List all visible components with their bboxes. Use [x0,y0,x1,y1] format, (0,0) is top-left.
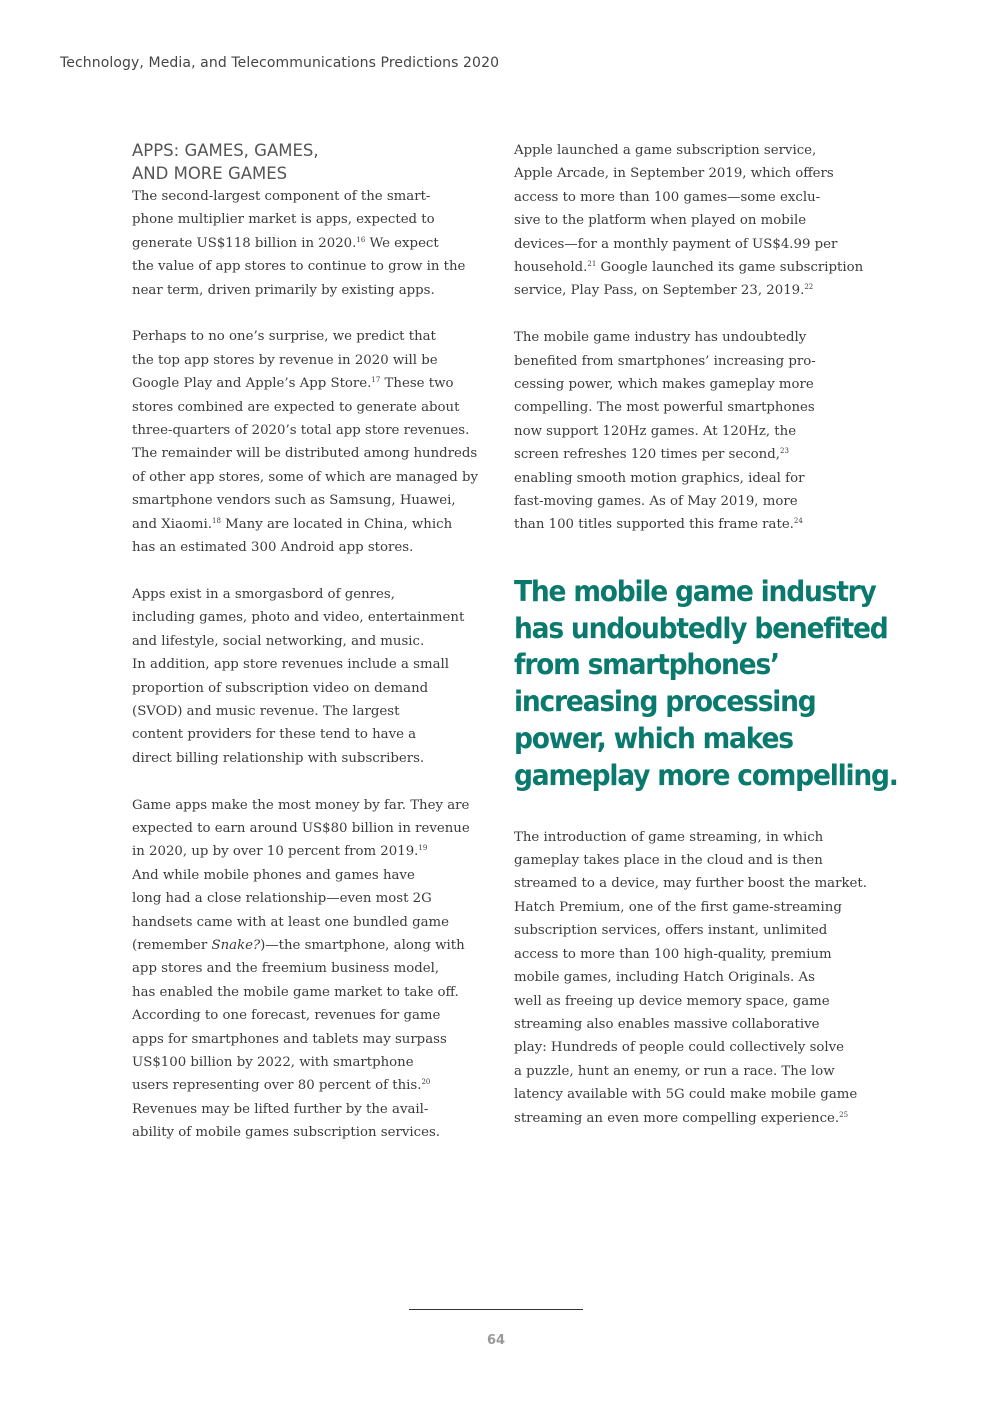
text-line [132,606,477,629]
text-line [132,489,477,512]
text-line [132,466,477,489]
text-line [132,419,477,442]
text-line [132,957,477,980]
text-line [132,442,477,465]
text-run: proportion of subscription video on demand [132,680,429,696]
text-line [514,186,859,209]
text-run: Google launched its game subscription [596,260,864,276]
text-run: We expect [365,235,439,251]
text-run: streaming an even more compelling experience. [514,1110,840,1126]
body-paragraph [514,139,864,303]
text-run: According to one forecast, revenues for game [132,1008,441,1024]
text-line [132,279,477,302]
footnote-ref: 24 [793,517,803,526]
section-heading-line: APPS: GAMES, GAMES, [132,141,319,160]
text-run: has enabled the mobile game market to take off. [132,984,459,1000]
footnote-ref: 16 [356,235,366,244]
text-line [132,325,477,348]
text-run: cessing power, which makes gameplay more [514,377,814,393]
text-run: The second-largest component of the smart- [132,189,431,204]
text-run: and Xiaomi. [132,516,212,532]
text-line [132,396,477,419]
text-run: the value of app stores to continue to grow in the [132,259,466,275]
text-run: benefited from smartphones’ increasing pro- [514,353,816,369]
footnote-ref: 19 [418,844,428,853]
text-run: Apple Arcade, in September 2019, which offers [514,166,834,182]
text-line [132,934,477,957]
text-line [514,1013,859,1036]
text-line [514,443,859,466]
text-line [514,990,859,1013]
text-run: users representing over 80 percent of this. [132,1078,422,1094]
text-run: expected to earn around US$80 billion in revenue [132,820,470,836]
text-line [132,372,477,395]
text-run: play: Hundreds of people could collectively solve [514,1040,845,1056]
text-line [514,350,859,373]
text-run: sive to the platform when played on mobile [514,213,807,229]
text-line [132,583,477,606]
text-run: long had a close relationship—even most 2G [132,891,432,907]
text-line [132,677,477,700]
text-line [132,185,477,208]
text-line [132,981,477,1004]
text-line [514,826,859,849]
text-line [132,630,477,653]
text-line [514,1107,859,1130]
text-run: screen refreshes 120 times per second, [514,447,780,463]
text-run: Game apps make the most money by far. They are [132,797,470,813]
text-run: latency available with 5G could make mobile game [514,1087,858,1103]
text-line [514,490,859,513]
footer-rule [409,1309,583,1310]
text-line [514,919,859,942]
text-line [514,849,859,872]
text-run: Apple launched a game subscription service, [514,143,817,158]
text-line [132,1074,477,1097]
text-run: of other app stores, some of which are managed by [132,469,479,485]
text-run: (SVOD) and music revenue. The largest [132,703,400,719]
text-run: generate US$118 billion in 2020. [132,235,357,251]
text-run: a puzzle, hunt an enemy, or run a race. The low [514,1063,835,1079]
text-run: Hatch Premium, one of the first game-streaming [514,899,842,915]
text-line [514,233,859,256]
pull-quote-line: The mobile game industry [514,574,876,608]
text-run: subscription services, offers instant, unlimited [514,923,828,939]
text-run: streamed to a device, may further boost the market. [514,876,867,892]
text-run: Apps exist in a smorgasbord of genres, [132,586,395,602]
text-run: now support 120Hz games. At 120Hz, the [514,423,797,439]
text-run: content providers for these tend to have a [132,727,417,743]
text-line [514,1036,859,1059]
text-run: including games, photo and video, entertainment [132,610,465,626]
pull-quote-line: power, which makes [514,722,793,756]
footnote-ref: 23 [779,447,789,456]
text-run: and lifestyle, social networking, and music. [132,633,425,649]
text-run: Many are located in China, which [220,516,453,532]
text-run: the top app stores by revenue in 2020 will be [132,352,438,368]
text-run: And while mobile phones and games have [132,867,415,883]
text-line [132,1028,477,1051]
text-run: Google Play and Apple’s App Store. [132,376,372,392]
pull-quote-line: increasing processing [514,685,816,719]
text-run: enabling smooth motion graphics, ideal for [514,470,805,486]
footnote-ref: 18 [211,516,221,525]
text-line [514,420,859,443]
text-run: has an estimated 300 Android app stores. [132,540,414,556]
pull-quote [514,574,898,795]
text-run: direct billing relationship with subscribers. [132,750,425,766]
text-run: access to more than 100 games—some exclu- [514,189,821,205]
text-line [132,1051,477,1074]
text-run: app stores and the freemium business model, [132,961,440,977]
body-paragraph [132,583,477,770]
text-run: in 2020, up by over 10 percent from 2019. [132,844,419,860]
game-title: Snake? [211,937,261,953]
text-line [132,349,477,372]
text-line [514,872,867,895]
body-paragraph [514,826,867,1130]
text-line [514,139,859,162]
text-run: ability of mobile games subscription services. [132,1125,440,1141]
pull-quote-line: from smartphones’ [514,648,779,682]
footnote-ref: 25 [839,1110,849,1119]
text-run: These two [380,376,454,392]
text-run: gameplay takes place in the cloud and is then [514,853,823,869]
text-run: streaming also enables massive collaborative [514,1016,820,1032]
text-run: US$100 billion by 2022, with smartphone [132,1054,414,1070]
text-run: household. [514,260,588,276]
text-line [514,326,859,349]
text-line [132,817,477,840]
text-line [132,232,477,255]
text-line [514,209,859,232]
text-run: access to more than 100 high-quality, premium [514,946,832,962]
running-header: Technology, Media, and Telecommunications Predictions 2020 [60,55,500,71]
text-line [514,1060,859,1083]
text-line [514,396,859,419]
text-line [514,467,859,490]
text-run: near term, driven primarily by existing apps. [132,282,435,298]
footnote-ref: 21 [587,260,597,269]
pull-quote-line: gameplay more compelling. [514,758,898,792]
body-paragraph [132,185,477,302]
text-run: The mobile game industry has undoubtedly [514,330,807,346]
text-run: than 100 titles supported this frame rate. [514,517,794,533]
body-paragraph [132,325,477,559]
text-line [132,887,477,910]
text-line [132,1004,477,1027]
text-line [514,162,859,185]
text-run: Perhaps to no one’s surprise, we predict that [132,329,436,345]
text-line [514,373,859,396]
text-line [514,513,859,536]
text-line [132,1121,477,1144]
page-number: 64 [486,1333,506,1348]
text-run: compelling. The most powerful smartphones [514,400,815,416]
section-heading [132,139,477,185]
body-paragraph [132,794,477,1145]
text-line [132,536,477,559]
text-run: service, Play Pass, on September 23, 2019. [514,283,805,299]
text-run: handsets came with at least one bundled game [132,914,450,930]
text-line [514,966,859,989]
left-column [132,139,477,1145]
text-line [132,911,477,934]
text-line [514,1083,859,1106]
right-column [514,139,898,1130]
text-run: mobile games, including Hatch Originals. As [514,970,815,986]
text-line [132,208,477,231]
text-run: phone multiplier market is apps, expected to [132,212,435,228]
text-line [514,943,859,966]
footnote-ref: 22 [804,283,814,292]
text-run: stores combined are expected to generate about [132,399,460,415]
text-line [132,1098,477,1121]
text-run: apps for smartphones and tablets may surpass [132,1031,447,1047]
section-heading-line: AND MORE GAMES [132,164,288,183]
body-paragraph [514,326,859,537]
text-line [514,279,859,302]
pull-quote-line: has undoubtedly benefited [514,611,888,645]
text-line [132,255,477,278]
text-line [514,896,859,919]
text-line [132,653,477,676]
text-run: Revenues may be lifted further by the avail- [132,1101,429,1117]
text-run: (remember Snake?)—the smartphone, along with [132,937,465,953]
text-run: fast-moving games. As of May 2019, more [514,494,798,510]
footnote-ref: 17 [371,376,381,385]
text-line [132,840,477,863]
text-run: three-quarters of 2020’s total app store revenues. [132,423,470,439]
text-run: smartphone vendors such as Samsung, Huawei, [132,493,456,509]
text-line [132,700,477,723]
text-line [514,256,864,279]
text-run: The remainder will be distributed among hundreds [132,446,478,462]
text-run: The introduction of game streaming, in which [514,829,824,845]
text-line [132,794,477,817]
text-run: well as freeing up device memory space, game [514,993,830,1009]
text-line [132,723,477,746]
text-line [132,864,477,887]
text-run: In addition, app store revenues include a small [132,657,450,673]
text-line [132,513,477,536]
footnote-ref: 20 [421,1078,431,1087]
text-line [132,747,477,770]
text-run: devices—for a monthly payment of US$4.99 per [514,236,838,252]
